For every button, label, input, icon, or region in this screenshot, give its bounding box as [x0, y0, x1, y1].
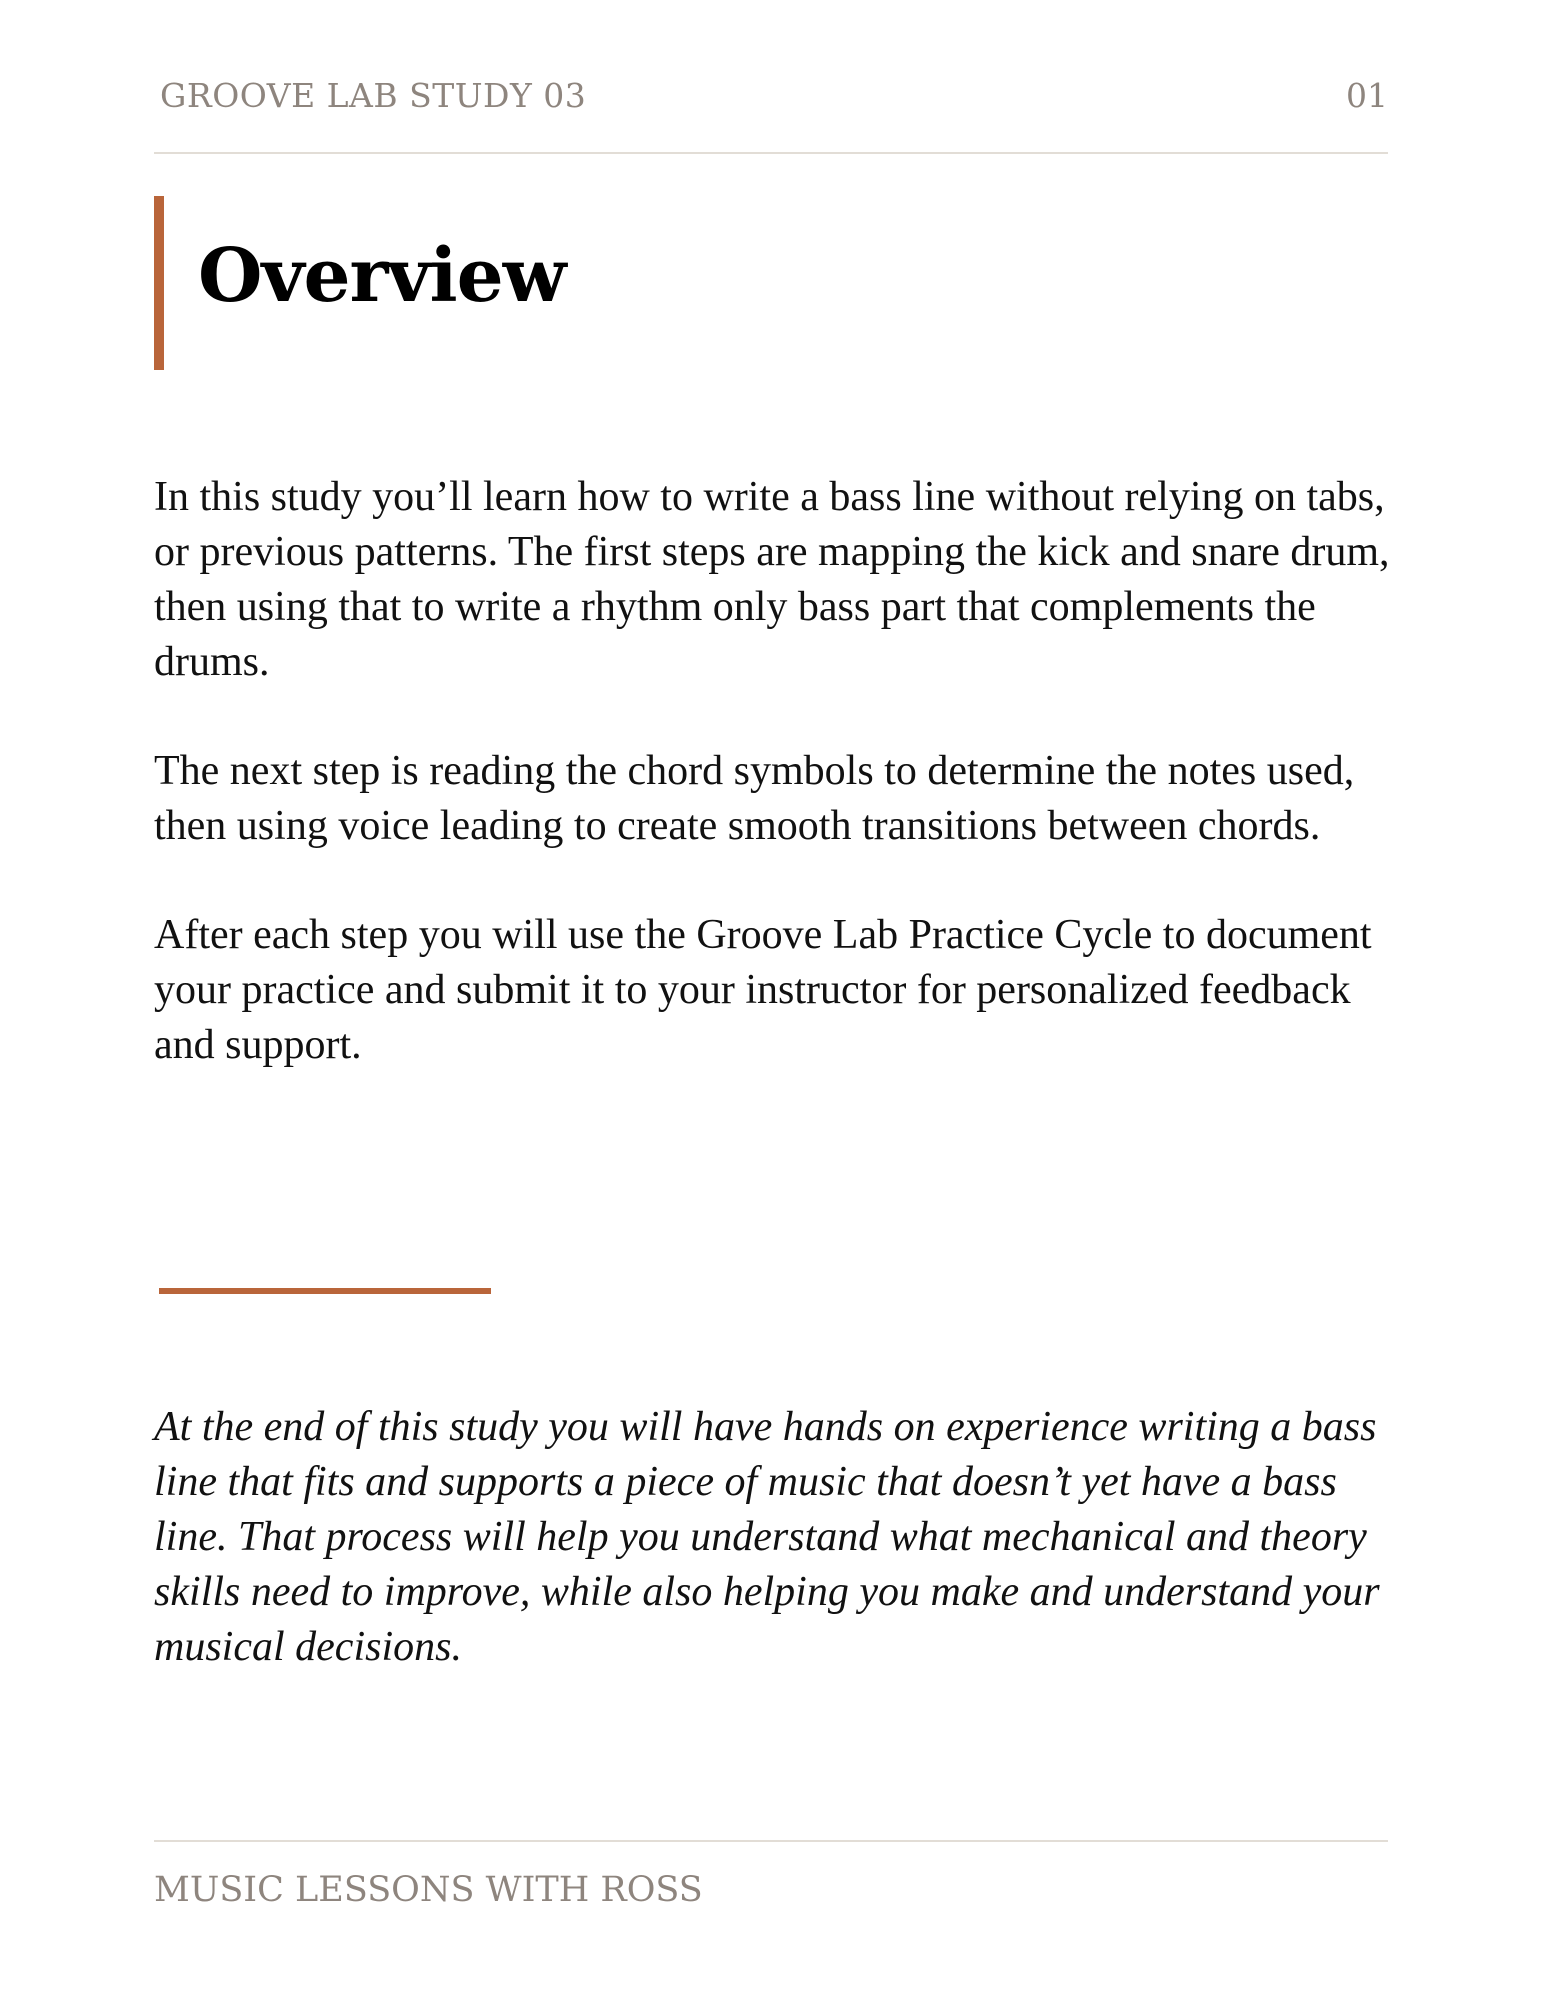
- paragraph-intro: In this study you’ll learn how to write a bass line without relying on tabs, or previous patterns. The first steps are mapping the kick and snare drum, then using that to write a rhythm only bass part that complements the drums.: [154, 474, 1390, 685]
- footer-text: MUSIC LESSONS WITH ROSS: [154, 1870, 703, 1910]
- paragraph-practice-cycle: After each step you will use the Groove Lab Practice Cycle to document your practice and submit it to your instructor for personalized feedback and support.: [154, 912, 1372, 1068]
- page-header: [154, 76, 1388, 120]
- header-divider: [154, 152, 1388, 154]
- paragraph-chords: The next step is reading the chord symbols to determine the notes used, then using voice leading to create smooth transitions between chords.: [154, 748, 1355, 849]
- footer-divider: [154, 1840, 1388, 1842]
- heading-accent-bar: [154, 196, 164, 370]
- summary-text: At the end of this study you will have hands on experience writing a bass line that fits and supports a piece of music that doesn’t yet have a bass line. That process will help you understand what mechanical and theory skills need to improve, while also helping you make and understand your musical decisions.: [154, 1404, 1380, 1670]
- header-title: GROOVE LAB STUDY 03: [160, 76, 587, 115]
- page-title: Overview: [198, 233, 566, 319]
- body-text: [154, 470, 1394, 1127]
- accent-divider: [159, 1288, 491, 1294]
- page-number: 01: [1346, 76, 1388, 115]
